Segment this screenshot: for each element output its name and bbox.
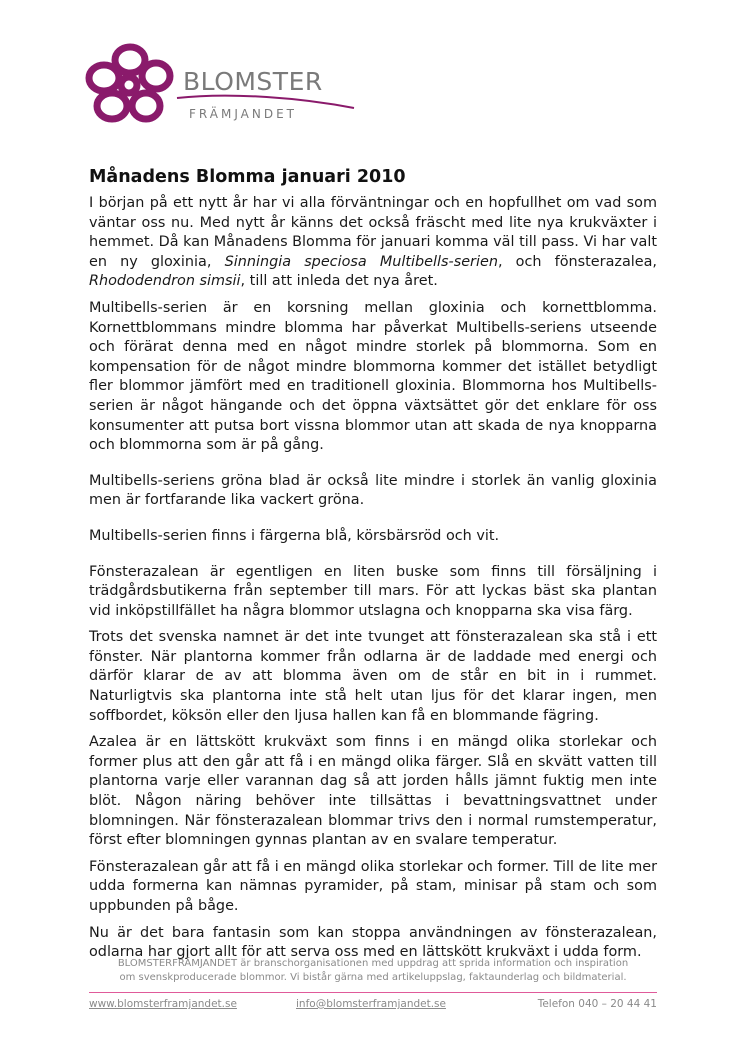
text-run: Multibells-serien är en korsning mellan gloxinia och kornettblomma. Kornettblommans mindre blomma har påverkat Multibells-seriens utseende och förärat denna med en något mindre storlek på blommorna. Som en kompensation för de något mindre blommorna kommer det istället betydligt fler blommor jämfört med en traditionell gloxinia. Blommorna hos Multibells-serien är något hängande och det öppna växtsättet gör det enklare för oss konsumenter att putsa bort vissna blommor utan att skada de nya knopparna och blommorna som är på gång.: [89, 299, 657, 454]
article-body: [89, 194, 657, 963]
organisation-footnote: [89, 957, 657, 984]
paragraph: [89, 733, 657, 851]
website-link[interactable]: www.blomsterframjandet.se: [89, 998, 237, 1010]
footer-divider: [89, 992, 657, 993]
logo-name: BLOMSTER: [183, 67, 323, 96]
text-run: , och fönsterazalea,: [497, 253, 658, 270]
text-run: Nu är det bara fantasin som kan stoppa användningen av fönsterazalean, odlarna har gjort allt för att serva oss med en lättskött krukväxt i udda form.: [89, 924, 657, 961]
paragraph: [89, 299, 657, 456]
paragraph: [89, 563, 657, 622]
text-run: Fönsterazalean är egentligen en liten buske som finns till försäljning i trädgårdsbutikerna från september till mars. För att lyckas bäst ska plantan vid inköpstillfället ha några blommor utslagna och knopparna ska visa färg.: [89, 563, 657, 619]
italic-text: Sinningia speciosa Multibells-serien: [224, 253, 498, 270]
footer: [89, 998, 657, 1014]
text-run: Multibells-seriens gröna blad är också lite mindre i storlek än vanlig gloxinia men är fortfarande lika vackert gröna.: [89, 472, 657, 509]
logo-subtitle: FRÄMJANDET: [189, 107, 297, 121]
footnote-line: BLOMSTERFRÄMJANDET är branschorganisationen med uppdrag att sprida information och inspiration: [117, 958, 629, 969]
text-run: Trots det svenska namnet är det inte tvunget att fönsterazalean ska stå i ett fönster. När plantorna kommer från odlarna är de laddade med energi och därför klarar de av att blomma även om de står en bit in i rummet. Naturligtvis ska plantorna inte stå helt utan ljus för det klarar ingen, men soffbordet, köksön eller den ljusa hallen kan få en blommande fägring.: [89, 629, 657, 724]
text-run: Fönsterazalean går att få i en mängd olika storlekar och former. Till de lite mer udda formerna kan nämnas pyramider, på stam, minisar på stam och som uppbunden på båge.: [89, 858, 657, 914]
text-run: Multibells-serien finns i färgerna blå, körsbärsröd och vit.: [89, 527, 500, 544]
paragraph: [89, 194, 657, 292]
footnote-line: om svenskproducerade blommor. Vi bistår gärna med artikeluppslag, faktaunderlag och bildmaterial.: [119, 971, 627, 983]
text-run: I början på ett nytt år har vi alla förväntningar och en hopfullhet om vad som väntar oss nu. Med nytt år känns det också fräscht med lite nya krukväxter i hemmet. Då kan Månadens Blomma för januari komma väl till pass. Vi har valt en ny gloxinia,: [89, 195, 657, 270]
text-run: Azalea är en lättskött krukväxt som finns i en mängd olika storlekar och former plus att den går att få i en mängd olika färger. Slå en skvätt vatten till plantorna varje eller varannan dag så att jorden hålls jämnt fuktig men inte blöt. Någon näring behöver inte tillsättas i bevattningsvattnet under blomningen. När fönsterazalean blommar trivs den i normal rumstemperatur, först efter blomningen gynnas plantan av en svalare temperatur.: [89, 734, 657, 849]
email-link[interactable]: info@blomsterframjandet.se: [296, 998, 446, 1010]
page-title: Månadens Blomma januari 2010: [89, 167, 406, 187]
paragraph: [89, 527, 657, 547]
phone-number: Telefon 040 – 20 44 41: [537, 998, 657, 1010]
paragraph: [89, 858, 657, 917]
text-run: , till att inleda det nya året.: [240, 273, 438, 290]
italic-text: Rhododendron simsii: [89, 273, 241, 290]
paragraph: [89, 472, 657, 511]
blomsterframjandet-logo: [82, 40, 362, 130]
paragraph: [89, 628, 657, 726]
